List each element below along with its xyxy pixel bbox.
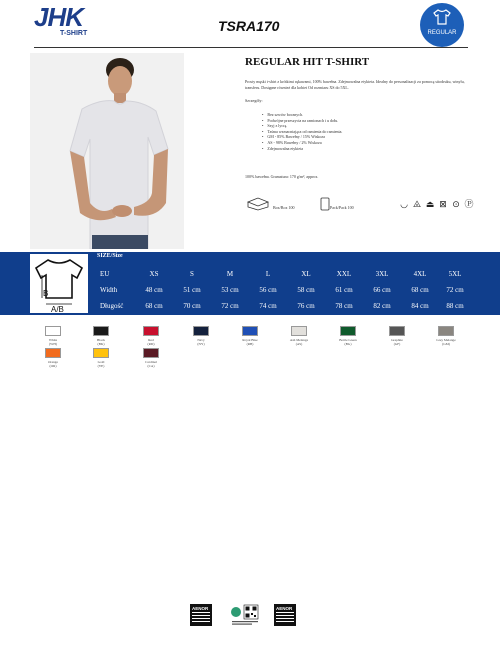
size-value: 51 cm (183, 286, 201, 294)
color-swatch (389, 326, 405, 336)
feature-item: • Podwójne przeszycia na ramionach i u dołu. (262, 118, 342, 124)
product-title: REGULAR HIT T-SHIRT (245, 56, 370, 68)
size-value: 70 cm (183, 302, 201, 310)
size-header-cell: XXL (336, 270, 352, 278)
size-value: 48 cm (145, 286, 163, 294)
color-swatch-item[interactable] (424, 326, 468, 346)
size-header-cell: XS (149, 270, 159, 278)
color-name: Royal Blue (242, 338, 258, 342)
size-header-cell: 4XL (413, 270, 427, 278)
tshirt-icon (433, 9, 451, 25)
size-value: 68 cm (145, 302, 163, 310)
size-value: 74 cm (259, 302, 277, 310)
color-swatch-item[interactable] (129, 326, 173, 346)
color-code: (NY) (197, 342, 205, 346)
color-name: Grey Melange (436, 338, 456, 342)
size-header-cell: M (226, 270, 234, 278)
color-swatch (93, 348, 109, 358)
composition: 100% bawełna. Gramatura: 170 g/m², approx. (245, 174, 319, 179)
certifications (0, 604, 500, 626)
size-row-label: Width (100, 286, 118, 294)
color-swatch (143, 348, 159, 358)
tshirt-measurement-icon (30, 254, 88, 313)
color-swatch-item[interactable] (228, 326, 272, 346)
professional-clean-icon: Ⓟ (464, 200, 474, 210)
size-row-label: Długość (100, 302, 124, 310)
color-name: Black (97, 338, 105, 342)
diagram-label-b: B (43, 289, 49, 298)
size-value: 53 cm (221, 286, 239, 294)
size-heading: SIZE/Size (97, 253, 123, 259)
color-name: Cardinal (145, 360, 157, 364)
size-value: 66 cm (373, 286, 391, 294)
model-code: TSRA170 (218, 18, 280, 34)
no-dryclean-icon: ⊠ (439, 200, 447, 210)
no-bleach-icon: ⨻ (412, 200, 422, 210)
color-swatch-item[interactable] (129, 348, 173, 368)
product-description: Prosty męski t-shirt z krótkimi rękawami, 100% bawełna. Zdejmowalna etykieta. Idealny do personalizacji za pomocą sitodruku, winylu, transferu. Dostępne również dla kobiet Od rozmiaru XS do 5XL. (245, 79, 465, 90)
size-value: 76 cm (297, 302, 315, 310)
color-swatch-item[interactable] (326, 326, 370, 346)
no-tumble-dry-icon: ⊙ (452, 200, 460, 210)
size-header-cell: 5XL (448, 270, 462, 278)
size-value: 82 cm (373, 302, 391, 310)
certificate-label: AENOR (276, 606, 293, 611)
color-code: (CA) (147, 364, 155, 368)
size-value: 84 cm (411, 302, 429, 310)
model-photo-illustration (30, 53, 184, 249)
size-value: 72 cm (221, 302, 239, 310)
color-swatch (438, 326, 454, 336)
size-diagram (30, 254, 88, 313)
header-divider (34, 47, 468, 48)
fit-label: REGULAR (427, 30, 457, 36)
color-name: Orange (48, 360, 58, 364)
size-length-row (96, 300, 470, 313)
color-swatch (45, 326, 61, 336)
size-header-cell: S (190, 270, 194, 278)
color-code: (OR) (49, 364, 57, 368)
size-value: 72 cm (446, 286, 464, 294)
color-code: (RD) (147, 342, 155, 346)
size-value: 56 cm (259, 286, 277, 294)
size-width-row (96, 284, 470, 297)
size-value: 88 cm (446, 302, 464, 310)
size-value: 78 cm (335, 302, 353, 310)
certificate-label: AENOR (192, 606, 209, 611)
size-header-row (96, 268, 470, 281)
color-code: (AS) (295, 342, 303, 346)
color-code: (WH) (49, 342, 57, 346)
box-icon (246, 197, 270, 211)
feature-item: • Bez szwów bocznych. (262, 112, 342, 118)
color-swatch-item[interactable] (79, 348, 123, 368)
certificate-text-lines (192, 612, 210, 624)
color-name: Gold (97, 360, 105, 364)
wash-30-icon: ◡ (400, 200, 408, 210)
color-swatch (193, 326, 209, 336)
size-header-cell: XL (301, 270, 311, 278)
feature-item: • Szyj z lycrą. (262, 123, 342, 129)
color-swatch (242, 326, 258, 336)
color-code: (GF) (393, 342, 401, 346)
color-name: Navy (197, 338, 205, 342)
brand-logo (34, 4, 98, 38)
color-name: Ash Melange (289, 338, 309, 342)
color-code: (GM) (442, 342, 450, 346)
color-swatch-item[interactable] (179, 326, 223, 346)
size-header-cell: EU (100, 270, 110, 278)
color-name: Red (148, 338, 154, 342)
color-swatch-item[interactable] (375, 326, 419, 346)
color-swatch-item[interactable] (79, 326, 123, 346)
pack-icon (320, 197, 330, 211)
size-header-cell: L (265, 270, 271, 278)
color-code: (BK) (97, 342, 105, 346)
size-table (96, 262, 470, 314)
color-name: Graphite (391, 338, 403, 342)
color-swatch-item[interactable] (31, 348, 75, 368)
color-code: (YE) (97, 364, 105, 368)
brand-subtitle: T-SHIRT (60, 30, 88, 37)
iron-icon: ⏏ (425, 200, 435, 210)
color-swatch (93, 326, 109, 336)
qr-certificate (230, 604, 260, 626)
certificate-badge (190, 604, 212, 626)
diagram-label-ab: A/B (51, 305, 64, 313)
color-swatch (45, 348, 61, 358)
certificate-text-lines (276, 612, 294, 624)
feature-item: • Zdejmowalna etykieta (262, 146, 342, 152)
brand-name: JHK (34, 2, 84, 32)
fit-badge (420, 3, 464, 47)
details-label: Szczegóły: (245, 98, 263, 103)
feature-list (262, 112, 342, 151)
size-value: 68 cm (411, 286, 429, 294)
certificate-badge (274, 604, 296, 626)
color-code: (RB) (246, 342, 254, 346)
color-swatch (340, 326, 356, 336)
size-value: 58 cm (297, 286, 315, 294)
qr-code-icon (230, 604, 260, 626)
box-quantity: Box/Box 100 (273, 205, 295, 210)
feature-item: • GM - 85% Bawełny / 15% Wiskoza (262, 134, 342, 140)
color-name: Bottle Green (339, 338, 357, 342)
feature-item: • AS - 98% Bawełny / 2% Wiskoza (262, 140, 342, 146)
size-header-cell: 3XL (375, 270, 389, 278)
feature-item: • Taśma wzmacniająca od ramienia do ramienia. (262, 129, 342, 135)
care-icons (398, 200, 475, 210)
size-value: 61 cm (335, 286, 353, 294)
pack-quantity: Pack/Pack 100 (330, 205, 354, 210)
color-code: (BG) (344, 342, 352, 346)
color-swatch (291, 326, 307, 336)
color-swatch-item[interactable] (31, 326, 75, 346)
product-photo (30, 53, 184, 249)
color-swatch-item[interactable] (277, 326, 321, 346)
color-swatch (143, 326, 159, 336)
color-name: White (48, 338, 58, 342)
